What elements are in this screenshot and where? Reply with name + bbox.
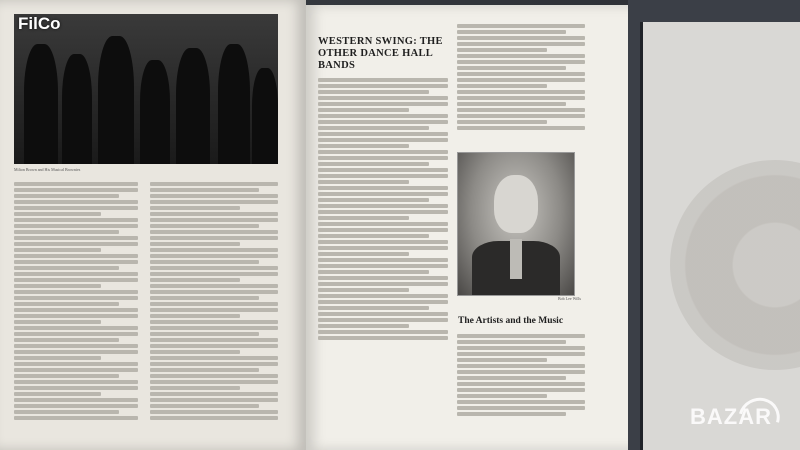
portrait-caption: Bob Lee Wills bbox=[558, 296, 582, 301]
bazar-watermark: BAZAR bbox=[690, 404, 772, 429]
portrait-photo bbox=[457, 152, 575, 296]
left-text-column-1 bbox=[14, 180, 138, 422]
booklet-left-page bbox=[0, 0, 306, 450]
article-heading: WESTERN SWING: THE OTHER DANCE HALL BANDS bbox=[318, 36, 443, 71]
right-text-column-1 bbox=[318, 76, 448, 342]
band-photo-caption: Milton Brown and His Musical Brownies bbox=[14, 167, 81, 172]
filco-logo: FilCo bbox=[18, 14, 61, 33]
section-heading: The Artists and the Music bbox=[458, 316, 564, 326]
right-text-column-2-top bbox=[457, 22, 585, 132]
left-text-column-2 bbox=[150, 180, 278, 422]
right-text-column-2-bottom bbox=[457, 332, 585, 418]
band-photo bbox=[14, 14, 278, 164]
